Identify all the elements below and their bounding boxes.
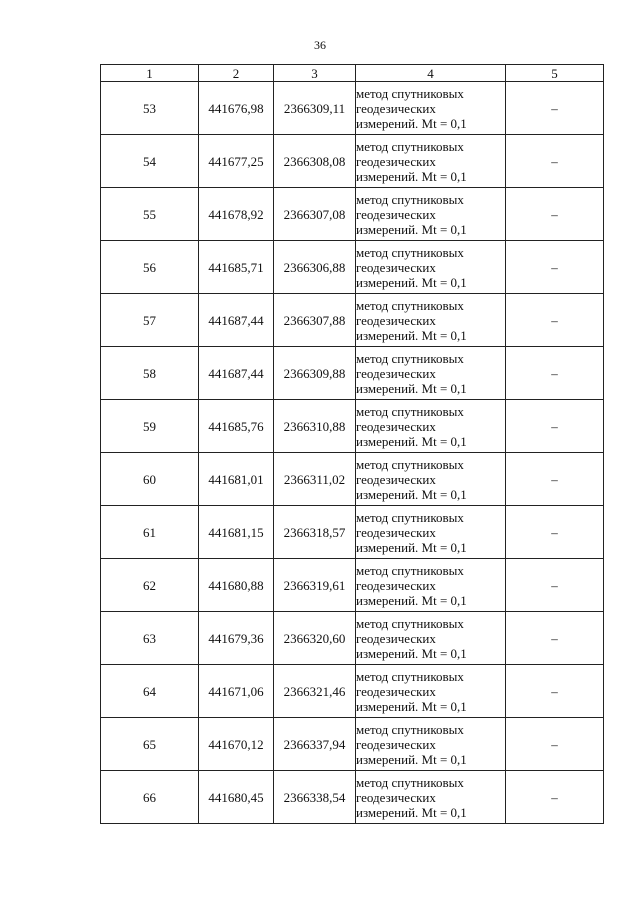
- x-coordinate-cell: 441680,88: [199, 559, 274, 612]
- method-text-line: геодезических: [356, 206, 436, 222]
- table-row: [101, 188, 604, 241]
- method-text-line: метод спутниковых: [356, 297, 464, 313]
- y-coordinate-cell: 2366338,54: [274, 771, 356, 824]
- x-coordinate-cell: 441687,44: [199, 294, 274, 347]
- table-row: [101, 665, 604, 718]
- method-text-line: измерений. Mt = 0,1: [356, 751, 467, 767]
- x-coordinate-cell: 441685,76: [199, 400, 274, 453]
- method-text-line: измерений. Mt = 0,1: [356, 539, 467, 555]
- y-coordinate-cell: 2366311,02: [274, 453, 356, 506]
- description-cell: –: [506, 718, 604, 771]
- method-text-line: геодезических: [356, 100, 436, 116]
- description-cell: –: [506, 82, 604, 135]
- y-coordinate-cell: 2366319,61: [274, 559, 356, 612]
- point-number-cell: 62: [101, 559, 199, 612]
- point-number-cell: 61: [101, 506, 199, 559]
- method-cell: [356, 347, 506, 400]
- x-coordinate-cell: 441681,01: [199, 453, 274, 506]
- method-text-line: геодезических: [356, 789, 436, 805]
- table-row: [101, 82, 604, 135]
- y-coordinate-cell: 2366309,88: [274, 347, 356, 400]
- description-cell: –: [506, 612, 604, 665]
- y-coordinate-cell: 2366310,88: [274, 400, 356, 453]
- x-coordinate-cell: 441681,15: [199, 506, 274, 559]
- method-cell: [356, 771, 506, 824]
- method-text-line: метод спутниковых: [356, 244, 464, 260]
- description-cell: –: [506, 135, 604, 188]
- coordinates-table: [100, 64, 604, 824]
- method-text-line: геодезических: [356, 630, 436, 646]
- method-text-line: метод спутниковых: [356, 562, 464, 578]
- y-coordinate-cell: 2366320,60: [274, 612, 356, 665]
- method-text-line: геодезических: [356, 577, 436, 593]
- method-cell: [356, 294, 506, 347]
- method-cell: [356, 82, 506, 135]
- point-number-cell: 60: [101, 453, 199, 506]
- method-cell: [356, 506, 506, 559]
- method-text-line: геодезических: [356, 736, 436, 752]
- x-coordinate-cell: 441676,98: [199, 82, 274, 135]
- method-text-line: метод спутниковых: [356, 721, 464, 737]
- method-text-line: измерений. Mt = 0,1: [356, 221, 467, 237]
- method-cell: [356, 559, 506, 612]
- x-coordinate-cell: 441670,12: [199, 718, 274, 771]
- point-number-cell: 55: [101, 188, 199, 241]
- method-text-line: геодезических: [356, 524, 436, 540]
- table-row: [101, 718, 604, 771]
- method-text-line: измерений. Mt = 0,1: [356, 804, 467, 820]
- point-number-cell: 56: [101, 241, 199, 294]
- method-text-line: геодезических: [356, 153, 436, 169]
- table-row: [101, 453, 604, 506]
- method-text-line: геодезических: [356, 683, 436, 699]
- description-cell: –: [506, 771, 604, 824]
- table-body: [101, 65, 604, 824]
- method-cell: [356, 665, 506, 718]
- method-text-line: измерений. Mt = 0,1: [356, 327, 467, 343]
- method-text-line: метод спутниковых: [356, 85, 464, 101]
- method-cell: [356, 453, 506, 506]
- x-coordinate-cell: 441687,44: [199, 347, 274, 400]
- y-coordinate-cell: 2366318,57: [274, 506, 356, 559]
- y-coordinate-cell: 2366309,11: [274, 82, 356, 135]
- column-header: 5: [506, 65, 604, 82]
- point-number-cell: 64: [101, 665, 199, 718]
- x-coordinate-cell: 441671,06: [199, 665, 274, 718]
- column-header: 2: [199, 65, 274, 82]
- method-text-line: метод спутниковых: [356, 456, 464, 472]
- method-text-line: метод спутниковых: [356, 350, 464, 366]
- x-coordinate-cell: 441679,36: [199, 612, 274, 665]
- point-number-cell: 65: [101, 718, 199, 771]
- description-cell: –: [506, 559, 604, 612]
- y-coordinate-cell: 2366321,46: [274, 665, 356, 718]
- table-row: [101, 347, 604, 400]
- method-cell: [356, 241, 506, 294]
- method-text-line: измерений. Mt = 0,1: [356, 645, 467, 661]
- method-text-line: метод спутниковых: [356, 138, 464, 154]
- point-number-cell: 63: [101, 612, 199, 665]
- method-text-line: геодезических: [356, 471, 436, 487]
- method-text-line: измерений. Mt = 0,1: [356, 592, 467, 608]
- description-cell: –: [506, 400, 604, 453]
- method-text-line: геодезических: [356, 365, 436, 381]
- method-text-line: измерений. Mt = 0,1: [356, 115, 467, 131]
- y-coordinate-cell: 2366307,08: [274, 188, 356, 241]
- method-cell: [356, 400, 506, 453]
- method-cell: [356, 135, 506, 188]
- method-text-line: метод спутниковых: [356, 509, 464, 525]
- point-number-cell: 57: [101, 294, 199, 347]
- column-header: 4: [356, 65, 506, 82]
- y-coordinate-cell: 2366337,94: [274, 718, 356, 771]
- method-text-line: метод спутниковых: [356, 403, 464, 419]
- column-header: 1: [101, 65, 199, 82]
- description-cell: –: [506, 241, 604, 294]
- table-row: [101, 559, 604, 612]
- y-coordinate-cell: 2366307,88: [274, 294, 356, 347]
- table-row: [101, 506, 604, 559]
- method-text-line: метод спутниковых: [356, 668, 464, 684]
- table-row: [101, 241, 604, 294]
- x-coordinate-cell: 441680,45: [199, 771, 274, 824]
- point-number-cell: 58: [101, 347, 199, 400]
- method-text-line: измерений. Mt = 0,1: [356, 486, 467, 502]
- description-cell: –: [506, 294, 604, 347]
- method-text-line: измерений. Mt = 0,1: [356, 274, 467, 290]
- table-row: [101, 771, 604, 824]
- x-coordinate-cell: 441677,25: [199, 135, 274, 188]
- table-row: [101, 612, 604, 665]
- table-row: [101, 135, 604, 188]
- description-cell: –: [506, 188, 604, 241]
- description-cell: –: [506, 506, 604, 559]
- method-text-line: геодезических: [356, 259, 436, 275]
- y-coordinate-cell: 2366308,08: [274, 135, 356, 188]
- point-number-cell: 59: [101, 400, 199, 453]
- method-cell: [356, 718, 506, 771]
- method-text-line: измерений. Mt = 0,1: [356, 168, 467, 184]
- page-number: 36: [314, 38, 326, 52]
- description-cell: –: [506, 665, 604, 718]
- point-number-cell: 54: [101, 135, 199, 188]
- table-row: [101, 400, 604, 453]
- method-text-line: метод спутниковых: [356, 615, 464, 631]
- column-header: 3: [274, 65, 356, 82]
- method-text-line: метод спутниковых: [356, 774, 464, 790]
- method-text-line: измерений. Mt = 0,1: [356, 380, 467, 396]
- description-cell: –: [506, 347, 604, 400]
- x-coordinate-cell: 441678,92: [199, 188, 274, 241]
- method-text-line: измерений. Mt = 0,1: [356, 698, 467, 714]
- y-coordinate-cell: 2366306,88: [274, 241, 356, 294]
- method-text-line: метод спутниковых: [356, 191, 464, 207]
- method-text-line: измерений. Mt = 0,1: [356, 433, 467, 449]
- method-cell: [356, 188, 506, 241]
- point-number-cell: 66: [101, 771, 199, 824]
- method-cell: [356, 612, 506, 665]
- x-coordinate-cell: 441685,71: [199, 241, 274, 294]
- description-cell: –: [506, 453, 604, 506]
- table-header-row: [101, 65, 604, 82]
- method-text-line: геодезических: [356, 312, 436, 328]
- point-number-cell: 53: [101, 82, 199, 135]
- method-text-line: геодезических: [356, 418, 436, 434]
- table-row: [101, 294, 604, 347]
